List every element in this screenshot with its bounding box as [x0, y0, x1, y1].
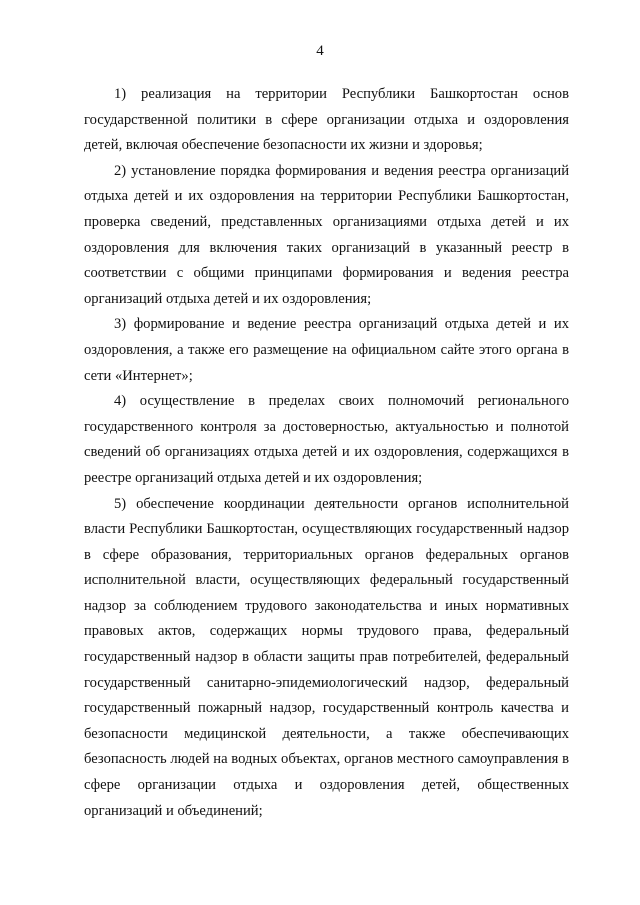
page-number: 4	[316, 43, 324, 59]
document-body	[84, 82, 569, 824]
paragraph-item-4: 4) осуществление в пределах своих полномочий регионального государственного контроля за достоверностью, актуальностью и полнотой сведений об организациях отдыха детей и их оздоровления, содержащихся в реестре организаций отдыха детей и их оздоровления;	[84, 393, 569, 486]
paragraph-item-1: 1) реализация на территории Республики Башкортостан основ государственной политики в сфере организации отдыха и оздоровления детей, включая обеспечение безопасности их жизни и здоровья;	[84, 86, 569, 154]
paragraph-item-5: 5) обеспечение координации деятельности органов исполнительной власти Республики Башкортостан, осуществляющих государственный надзор в сфере образования, территориальных органов федеральных органов исполнительной власти, осуществляющих федеральный государственный надзор за соблюдением трудового законодательства и иных нормативных правовых актов, содержащих нормы трудового права, федеральный государственный надзор в области защиты прав потребителей, федеральный государственный санитарно-эпидемиологический надзор, федеральный государственный пожарный надзор, государственный контроль качества и безопасности медицинской деятельности, а также обеспечивающих безопасность людей на водных объектах, органов местного самоуправления в сфере организации отдыха и оздоровления детей, общественных организаций и объединений;	[84, 495, 569, 819]
paragraph-item-3: 3) формирование и ведение реестра организаций отдыха детей и их оздоровления, а также его размещение на официальном сайте этого органа в сети «Интернет»;	[84, 316, 569, 384]
paragraph-item-2: 2) установление порядка формирования и ведения реестра организаций отдыха детей и их оздоровления на территории Республики Башкортостан, проверка сведений, представленных организациями отдыха детей и их оздоровления для включения таких организаций в указанный реестр в соответствии с общими принципами формирования и ведения реестра организаций отдыха детей и их оздоровления;	[84, 162, 569, 307]
